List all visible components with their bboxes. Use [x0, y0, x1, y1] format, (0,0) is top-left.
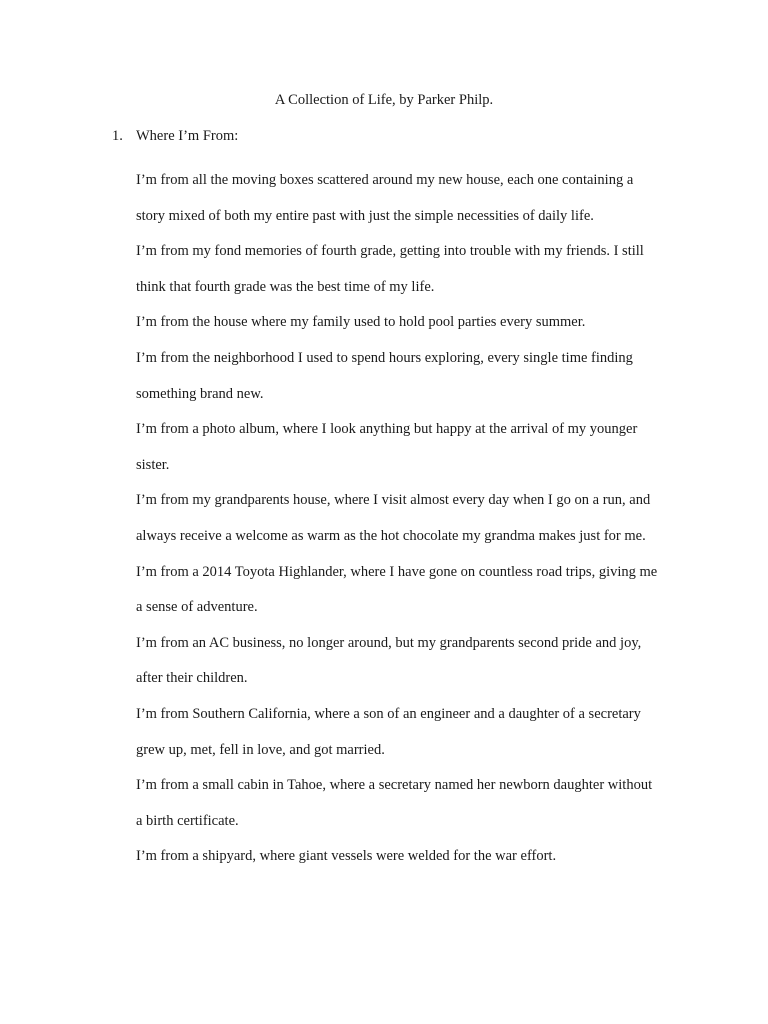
poem-stanza	[136, 234, 696, 305]
document-title: A Collection of Life, by Parker Philp.	[274, 92, 494, 108]
poem-stanza	[136, 839, 696, 875]
poem-line: I’m from all the moving boxes scattered around my new house, each one containing a	[136, 172, 634, 188]
poem-line: story mixed of both my entire past with just the simple necessities of daily life.	[136, 207, 594, 224]
poem-line: I’m from a 2014 Toyota Highlander, where I have gone on countless road trips, giving me	[136, 563, 658, 580]
poem-stanza	[136, 163, 696, 234]
poem-body	[136, 163, 696, 875]
poem-line: I’m from my grandparents house, where I visit almost every day when I go on a run, and	[136, 492, 651, 509]
poem-line: I’m from a small cabin in Tahoe, where a secretary named her newborn daughter without	[136, 777, 653, 794]
poem-stanza	[136, 483, 696, 554]
poem-stanza	[136, 697, 696, 768]
poem-line: I’m from Southern California, where a son of an engineer and a daughter of a secretary	[136, 705, 641, 722]
poem-line: after their children.	[136, 670, 248, 687]
poem-line: a birth certificate.	[136, 812, 239, 829]
poem-line: I’m from the neighborhood I used to spend hours exploring, every single time finding	[136, 349, 633, 366]
poem-line: a sense of adventure.	[136, 599, 258, 616]
poem-line: think that fourth grade was the best time of my life.	[136, 278, 435, 295]
poem-line: sister.	[136, 456, 170, 473]
poem-stanza	[136, 305, 696, 341]
poem-line: I’m from an AC business, no longer around, but my grandparents second pride and joy,	[136, 634, 642, 651]
poem-stanza	[136, 341, 696, 412]
poem-line: something brand new.	[136, 385, 264, 402]
poem-line: I’m from a shipyard, where giant vessels were welded for the war effort.	[136, 848, 557, 865]
poem-stanza	[136, 626, 696, 697]
poem-stanza	[136, 555, 696, 626]
poem-line: I’m from my fond memories of fourth grade, getting into trouble with my friends. I still	[136, 243, 644, 260]
section-heading-text: Where I’m From:	[136, 128, 239, 144]
poem-stanza	[136, 768, 696, 839]
poem-line: I’m from a photo album, where I look anything but happy at the arrival of my younger	[136, 421, 638, 438]
section-number: 1.	[112, 128, 123, 144]
section-heading	[112, 128, 238, 145]
poem-line: always receive a welcome as warm as the hot chocolate my grandma makes just for me.	[136, 527, 646, 544]
poem-line: grew up, met, fell in love, and got married.	[136, 741, 385, 758]
poem-stanza	[136, 412, 696, 483]
poem-line: I’m from the house where my family used to hold pool parties every summer.	[136, 314, 586, 331]
